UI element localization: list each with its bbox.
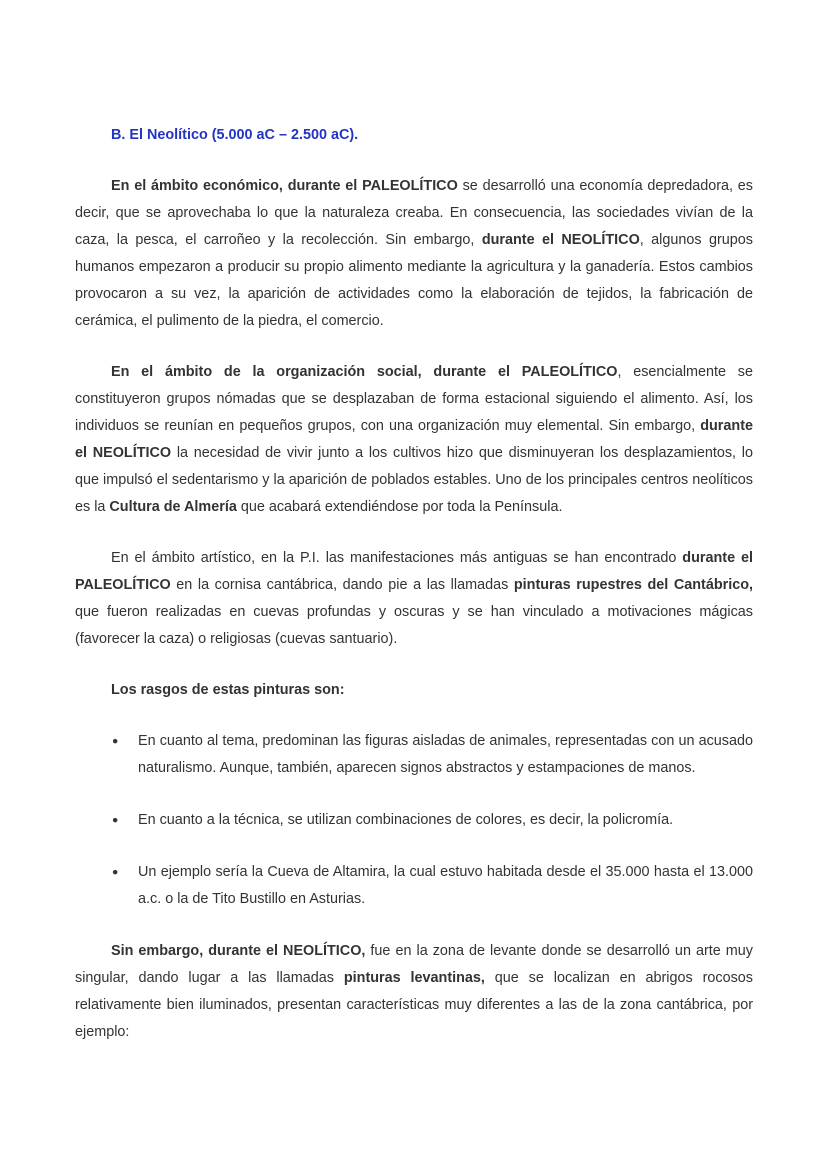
bold-text-run: Los rasgos de estas pinturas son: (111, 682, 345, 698)
text-run: se desarrolló una economía depredadora, es decir, que se aprovechaba lo que la naturaleza creaba. En consecuencia, las sociedades vivían de la caza, la pesca, el carroñeo y la recolección. Sin embargo, (75, 178, 754, 248)
bold-text-run: Cultura de Almería (109, 499, 237, 515)
bold-text-run: Sin embargo, durante el NEOLÍTICO, (111, 943, 366, 959)
bullet-list (112, 728, 753, 913)
paragraph (75, 359, 753, 521)
paragraph (75, 173, 753, 335)
text-run: la necesidad de vivir junto a los cultivos hizo que disminuyeran los desplazamientos, lo que impulsó el sedentarismo y la aparición de poblados estables. Uno de los principales centros neolíticos es la (75, 445, 753, 515)
bold-text-run: En el ámbito económico, durante el PALEOLÍTICO (111, 178, 458, 194)
bullet-icon: ● (112, 814, 119, 826)
bold-text-run: durante el NEOLÍTICO (481, 232, 640, 248)
text-run: , algunos grupos humanos empezaron a producir su propio alimento mediante la agricultura y la ganadería. Estos cambios provocaron a su vez, la aparición de actividades como la elaboración de tejidos, la fabricación de cerámica, el pulimento de la piedra, el comercio. (75, 232, 753, 329)
text-run: En cuanto a la técnica, se utilizan combinaciones de colores, es decir, la policromía. (138, 812, 674, 828)
list-item-text (138, 807, 753, 834)
bold-text-run: pinturas levantinas, (343, 970, 485, 986)
paragraph (75, 545, 753, 653)
page-title (75, 122, 753, 149)
text-run: en la cornisa cantábrica, dando pie a las llamadas (170, 577, 514, 593)
bold-text-run: durante el PALEOLÍTICO (75, 550, 753, 593)
list-item (112, 807, 753, 834)
list-item (112, 728, 753, 782)
text-run: que fueron realizadas en cuevas profundas y oscuras y se han vinculado a motivaciones mágicas (favorecer la caza) o religiosas (cuevas santuario). (75, 604, 753, 647)
text-run: Un ejemplo sería la Cueva de Altamira, la cual estuvo habitada desde el 35.000 hasta el 13.000 a.c. o la de Tito Bustillo en Asturias. (138, 864, 753, 907)
bold-text-run: B. El Neolítico (5.000 aC – 2.500 aC). (111, 127, 359, 143)
bold-text-run: durante el NEOLÍTICO (75, 418, 753, 461)
list-item (112, 859, 753, 913)
text-run: que acabará extendiéndose por toda la Península. (236, 499, 563, 515)
text-run: , esencialmente se constituyeron grupos nómadas que se desplazaban de forma estacional siguiendo el alimento. Así, los individuos se reunían en pequeños grupos, con una organización muy elemental. Sin embargo, (75, 364, 754, 434)
document-content (75, 122, 753, 1046)
list-item-text (138, 859, 753, 913)
section-subheading (75, 677, 753, 704)
bullet-icon: ● (112, 735, 119, 747)
list-item-text (138, 728, 753, 782)
text-run: que se localizan en abrigos rocosos relativamente bien iluminados, presentan características muy diferentes a las de la zona cantábrica, por ejemplo: (75, 970, 753, 1040)
bold-text-run: pinturas rupestres del Cantábrico, (513, 577, 754, 593)
bullet-icon: ● (112, 866, 119, 878)
bold-text-run: En el ámbito de la organización social, durante el PALEOLÍTICO (111, 364, 618, 380)
text-run: En el ámbito artístico, en la P.I. las manifestaciones más antiguas se han encontrado (111, 550, 683, 566)
text-run: fue en la zona de levante donde se desarrolló un arte muy singular, dando lugar a las llamadas (75, 943, 753, 986)
paragraph (75, 938, 753, 1046)
text-run: En cuanto al tema, predominan las figuras aisladas de animales, representadas con un acusado naturalismo. Aunque, también, aparecen signos abstractos y estampaciones de manos. (138, 733, 753, 776)
